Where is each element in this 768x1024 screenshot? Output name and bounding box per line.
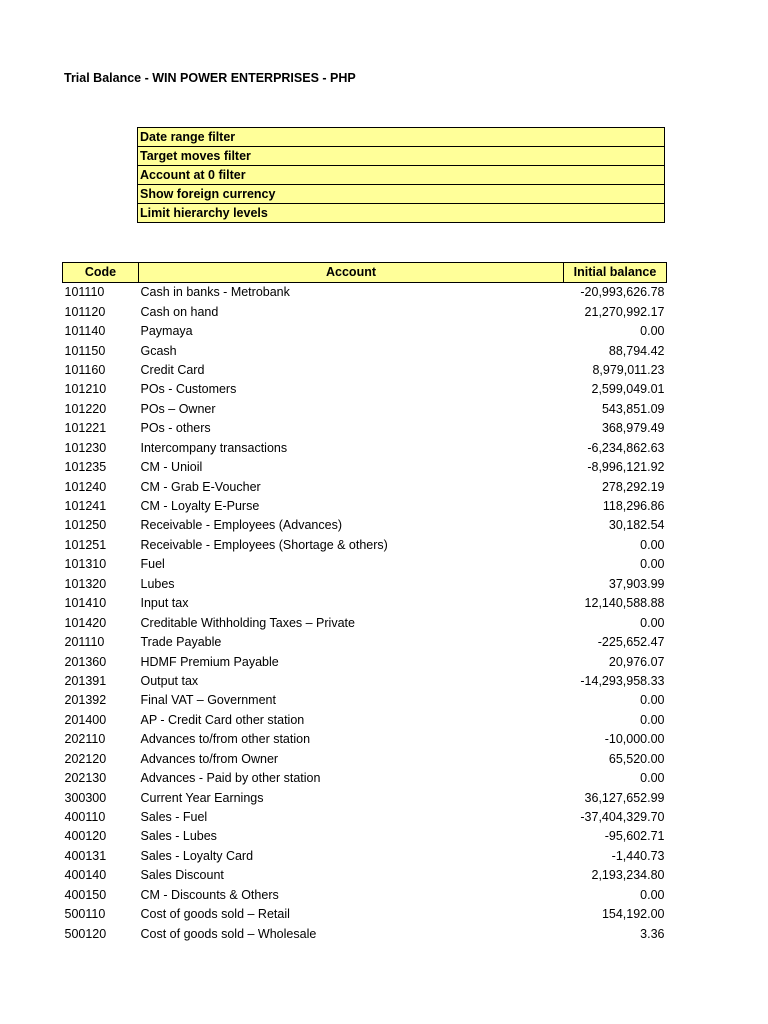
account-name-cell: Intercompany transactions [140,440,288,455]
account-code-cell: 201392 [64,693,107,708]
table-row [63,419,667,438]
account-code-cell: 101235 [64,460,107,475]
account-name-cell: CM - Discounts & Others [140,887,279,902]
table-row [63,827,667,846]
account-name-cell: Fuel [140,557,165,572]
account-name-cell: Input tax [140,596,189,611]
table-row [63,788,667,807]
table-row [63,477,667,496]
account-name-cell: CM - Unioil [140,460,203,475]
filter-row [138,166,665,185]
account-code-cell: 101320 [64,576,107,591]
table-row [63,905,667,924]
initial-balance-cell: 0.00 [640,693,665,708]
account-code-cell: 500120 [64,926,107,941]
account-code-cell: 101310 [64,557,107,572]
initial-balance-cell: 0.00 [640,324,665,339]
account-code-cell: 202110 [64,732,106,747]
account-code-cell: 101220 [64,401,107,416]
initial-balance-cell: 36,127,652.99 [584,790,665,805]
account-name-cell: Cost of goods sold – Retail [140,907,290,922]
initial-balance-cell: -95,602.71 [604,829,665,844]
initial-balance-cell: 0.00 [640,557,665,572]
table-row [63,361,667,380]
account-code-cell: 400110 [64,810,106,825]
account-code-cell: 201400 [64,712,107,727]
table-row [63,769,667,788]
filter-row [138,204,665,223]
table-row [63,497,667,516]
account-name-cell: Credit Card [140,362,205,377]
initial-balance-cell: -225,652.47 [597,635,665,650]
initial-balance-cell: 37,903.99 [608,576,665,591]
initial-balance-cell: 0.00 [640,887,665,902]
initial-balance-cell: 118,296.86 [602,499,665,514]
account-name-cell: Advances to/from Owner [140,751,279,766]
table-row [63,322,667,341]
table-row [63,555,667,574]
table-header-row [63,263,667,283]
initial-balance-cell: 20,976.07 [608,654,665,669]
account-name-cell: Paymaya [140,324,193,339]
initial-balance-cell: 368,979.49 [601,421,665,436]
table-row [63,924,667,943]
account-name-cell: Output tax [140,673,199,688]
account-name-cell: Current Year Earnings [140,790,264,805]
report-title: Trial Balance - WIN POWER ENTERPRISES - PHP [64,71,356,85]
initial-balance-column-header: Initial balance [564,263,667,283]
account-name-cell: Final VAT – Government [140,693,276,708]
filter-label: Target moves filter [138,147,665,166]
account-code-cell: 101420 [64,615,107,630]
account-code-cell: 101210 [64,382,107,397]
account-name-cell: Cash in banks - Metrobank [140,285,290,300]
table-row [63,808,667,827]
table-row [63,613,667,632]
table-row [63,575,667,594]
table-row [63,866,667,885]
table-row [63,886,667,905]
account-code-cell: 400150 [64,887,107,902]
account-code-cell: 201360 [64,654,107,669]
account-name-cell: Lubes [140,576,175,591]
initial-balance-cell: -37,404,329.70 [580,810,665,825]
table-row [63,302,667,321]
account-code-cell: 400120 [64,829,107,844]
account-code-cell: 101410 [64,596,107,611]
account-code-cell: 101240 [64,479,107,494]
initial-balance-cell: 0.00 [640,712,665,727]
account-name-cell: Advances - Paid by other station [140,771,321,786]
filter-label: Show foreign currency [138,185,665,204]
filter-label: Limit hierarchy levels [138,204,665,223]
initial-balance-cell: 0.00 [640,771,665,786]
initial-balance-cell: 65,520.00 [608,751,665,766]
account-code-cell: 101221 [64,421,107,436]
table-row [63,283,667,303]
account-code-cell: 201391 [64,673,107,688]
filter-row [138,147,665,166]
account-code-cell: 101160 [64,362,106,377]
table-row [63,633,667,652]
initial-balance-cell: 30,182.54 [608,518,665,533]
account-name-cell: Sales Discount [140,868,224,883]
account-code-cell: 101251 [64,537,107,552]
account-name-cell: CM - Grab E-Voucher [140,479,261,494]
initial-balance-cell: 278,292.19 [601,479,665,494]
initial-balance-cell: -20,993,626.78 [580,285,665,300]
account-name-cell: Trade Payable [140,635,222,650]
table-row [63,341,667,360]
filter-row [138,185,665,204]
initial-balance-cell: 543,851.09 [601,401,665,416]
account-name-cell: Creditable Withholding Taxes – Private [140,615,355,630]
account-code-cell: 400140 [64,868,107,883]
account-code-cell: 202130 [64,771,107,786]
initial-balance-cell: 0.00 [640,615,665,630]
filter-row [138,128,665,147]
account-code-cell: 101150 [64,343,106,358]
table-row [63,652,667,671]
initial-balance-cell: -8,996,121.92 [587,460,665,475]
account-code-cell: 500110 [64,907,106,922]
account-name-cell: Cash on hand [140,304,219,319]
initial-balance-cell: 8,979,011.23 [592,362,665,377]
initial-balance-cell: -1,440.73 [611,848,665,863]
account-column-header: Account [139,263,564,283]
account-code-cell: 201110 [64,635,105,650]
table-row [63,672,667,691]
account-code-cell: 101120 [64,304,106,319]
initial-balance-cell: -10,000.00 [604,732,665,747]
initial-balance-cell: 154,192.00 [601,907,665,922]
initial-balance-cell: 21,270,992.17 [584,304,665,319]
account-code-cell: 101250 [64,518,107,533]
account-code-cell: 202120 [64,751,107,766]
initial-balance-cell: -14,293,958.33 [580,673,665,688]
account-name-cell: Advances to/from other station [140,732,311,747]
account-code-cell: 300300 [64,790,107,805]
filters-table [137,127,665,223]
table-row [63,458,667,477]
initial-balance-cell: 3.36 [640,926,665,941]
initial-balance-cell: 2,193,234.80 [591,868,665,883]
account-name-cell: Sales - Lubes [140,829,217,844]
account-code-cell: 101241 [64,499,107,514]
initial-balance-cell: 0.00 [640,537,665,552]
table-row [63,594,667,613]
account-name-cell: Gcash [140,343,177,358]
account-name-cell: POs - Customers [140,382,237,397]
table-row [63,730,667,749]
initial-balance-cell: 88,794.42 [608,343,665,358]
account-code-cell: 101110 [64,285,105,300]
table-row [63,516,667,535]
account-name-cell: AP - Credit Card other station [140,712,305,727]
table-row [63,536,667,555]
account-name-cell: POs - others [140,421,211,436]
table-row [63,691,667,710]
initial-balance-cell: 12,140,588.88 [584,596,665,611]
code-column-header: Code [63,263,139,283]
account-name-cell: Receivable - Employees (Advances) [140,518,342,533]
table-row [63,711,667,730]
initial-balance-cell: 2,599,049.01 [591,382,665,397]
filter-label: Account at 0 filter [138,166,665,185]
account-name-cell: HDMF Premium Payable [140,654,279,669]
account-name-cell: Cost of goods sold – Wholesale [140,926,317,941]
account-code-cell: 400131 [64,848,107,863]
table-row [63,400,667,419]
trial-balance-table [62,262,667,944]
table-row [63,750,667,769]
account-code-cell: 101140 [64,324,106,339]
filter-label: Date range filter [138,128,665,147]
table-row [63,380,667,399]
initial-balance-cell: -6,234,862.63 [587,440,665,455]
account-name-cell: Receivable - Employees (Shortage & others) [140,537,388,552]
account-name-cell: Sales - Loyalty Card [140,848,254,863]
account-code-cell: 101230 [64,440,107,455]
table-row [63,439,667,458]
account-name-cell: Sales - Fuel [140,810,208,825]
account-name-cell: CM - Loyalty E-Purse [140,499,260,514]
table-row [63,847,667,866]
account-name-cell: POs – Owner [140,401,216,416]
